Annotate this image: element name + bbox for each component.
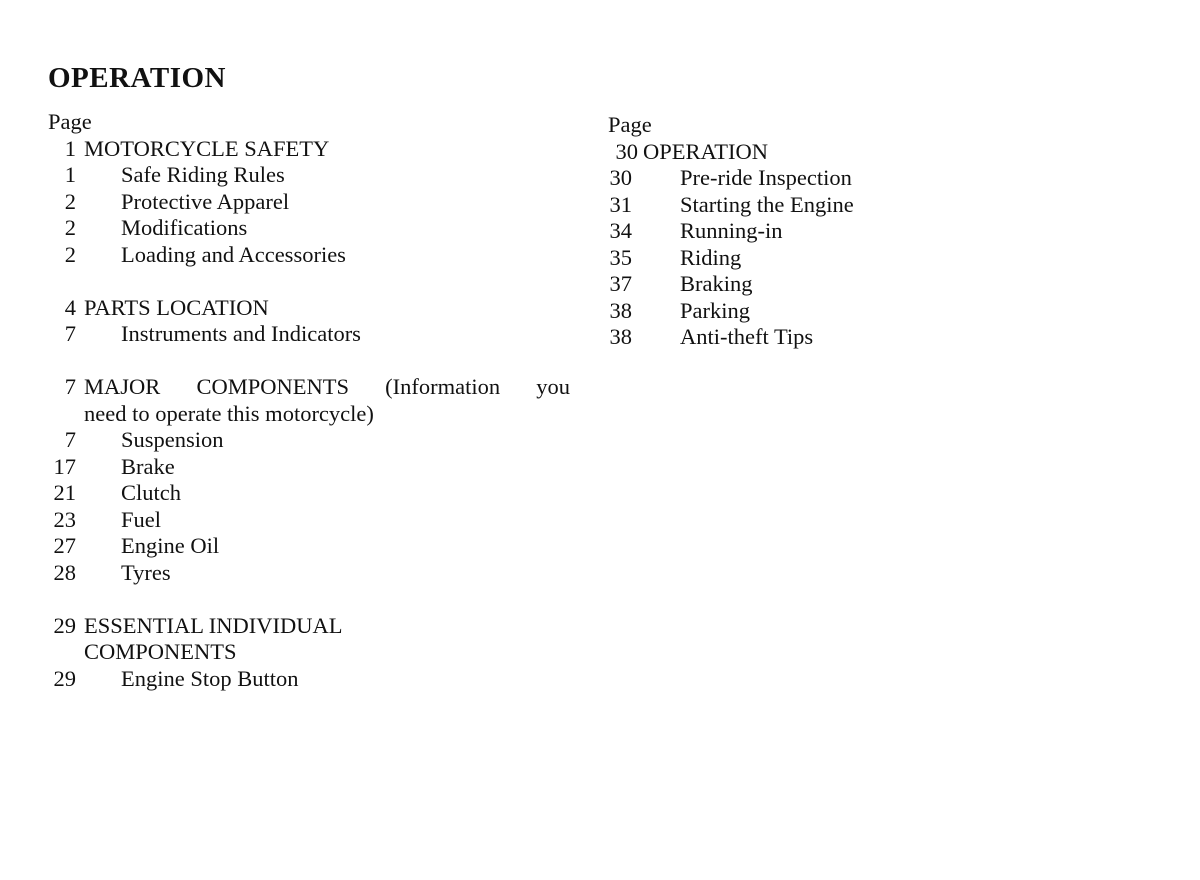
toc-entry (48, 242, 578, 269)
toc-page-number: 2 (64, 241, 76, 267)
toc-entry (48, 533, 578, 560)
toc-page-number: 38 (609, 297, 632, 323)
toc-page-number: 7 (64, 374, 76, 399)
toc-page-number: 7 (64, 321, 76, 346)
toc-section-title: OPERATION (643, 138, 769, 164)
toc-page-number: 7 (64, 427, 76, 452)
toc-entry-label: Tyres (121, 559, 171, 585)
toc-entry-label: Pre-ride Inspection (680, 165, 852, 190)
toc-entry-label: Instruments and Indicators (121, 321, 361, 346)
toc-entry (608, 165, 1008, 192)
toc-page-number: 2 (64, 215, 76, 240)
toc-entry (48, 454, 578, 481)
toc-page-number: 1 (64, 135, 76, 161)
toc-page-number: 1 (64, 162, 76, 187)
toc-section-major-components (48, 374, 578, 401)
toc-page-number: 37 (609, 271, 632, 296)
toc-entry-label: Loading and Accessories (121, 241, 346, 267)
toc-entry (48, 215, 578, 242)
toc-section-essential-individual-components (48, 613, 578, 640)
toc-section-title-continuation (48, 639, 578, 666)
page-title: OPERATION (48, 62, 226, 94)
toc-page-number: 31 (609, 191, 632, 217)
toc-entry (48, 427, 578, 454)
toc-entry-label: Fuel (121, 506, 162, 532)
toc-section-title: PARTS LOCATION (84, 294, 269, 320)
toc-entry-label: Riding (680, 244, 742, 270)
section-spacer (48, 348, 578, 375)
toc-entry (608, 298, 1008, 325)
toc-section-title-continuation (48, 401, 578, 428)
toc-entry (48, 480, 578, 507)
toc-page-number: 21 (53, 480, 76, 505)
toc-page-number: 29 (53, 665, 76, 691)
toc-entry (48, 162, 578, 189)
toc-entry (608, 245, 1008, 272)
toc-section-title-cont: COMPONENTS (84, 639, 237, 664)
page-column-header (48, 109, 578, 136)
toc-page-number: 35 (609, 244, 632, 270)
toc-page-number: 4 (64, 294, 76, 320)
toc-left-column (48, 109, 578, 692)
toc-section-title-cont: need to operate this motorcycle) (84, 400, 374, 426)
toc-section-title: MOTORCYCLE SAFETY (84, 135, 330, 161)
title-word: MAJOR (84, 374, 161, 399)
toc-entry (48, 507, 578, 534)
toc-entry-label: Starting the Engine (680, 191, 854, 217)
title-word: (Information (385, 374, 501, 399)
toc-entry (48, 666, 578, 693)
toc-entry-label: Safe Riding Rules (121, 162, 285, 187)
toc-page-number: 29 (53, 612, 76, 638)
toc-page-number: 2 (64, 188, 76, 214)
section-spacer (48, 586, 578, 613)
toc-entry-label: Protective Apparel (121, 188, 290, 214)
toc-section-title (84, 374, 570, 401)
toc-entry (48, 560, 578, 587)
toc-entry-label: Suspension (121, 427, 224, 452)
toc-right-column (608, 112, 1008, 351)
toc-entry-label: Braking (680, 271, 753, 296)
toc-entry-label: Parking (680, 297, 750, 323)
toc-entry-label: Modifications (121, 215, 248, 240)
toc-entry-label: Anti-theft Tips (680, 324, 814, 349)
toc-entry-label: Clutch (121, 480, 181, 505)
page-label: Page (608, 112, 652, 137)
toc-page-number: 30 (615, 138, 638, 164)
title-word: COMPONENTS (196, 374, 349, 399)
toc-entry (608, 271, 1008, 298)
toc-entry (48, 189, 578, 216)
toc-entry (608, 324, 1008, 351)
page-column-header (608, 112, 1008, 139)
toc-page-number: 27 (53, 533, 76, 558)
toc-page-number: 23 (53, 506, 76, 532)
toc-entry (608, 192, 1008, 219)
title-word: you (536, 374, 570, 399)
toc-entry (608, 218, 1008, 245)
toc-section-operation (608, 139, 1008, 166)
toc-entry-label: Brake (121, 453, 175, 479)
toc-page-number: 38 (609, 324, 632, 349)
toc-page-number: 28 (53, 559, 76, 585)
toc-entry-label: Engine Stop Button (121, 665, 299, 691)
toc-section-title: ESSENTIAL INDIVIDUAL (84, 612, 343, 638)
toc-page-number: 30 (609, 165, 632, 190)
toc-entry-label: Running-in (680, 218, 783, 243)
toc-entry-label: Engine Oil (121, 533, 220, 558)
toc-entry (48, 321, 578, 348)
toc-page-number: 17 (53, 453, 76, 479)
page-label: Page (48, 109, 92, 134)
toc-page-number: 34 (609, 218, 632, 243)
toc-section-parts-location (48, 295, 578, 322)
toc-section-motorcycle-safety (48, 136, 578, 163)
section-spacer (48, 268, 578, 295)
